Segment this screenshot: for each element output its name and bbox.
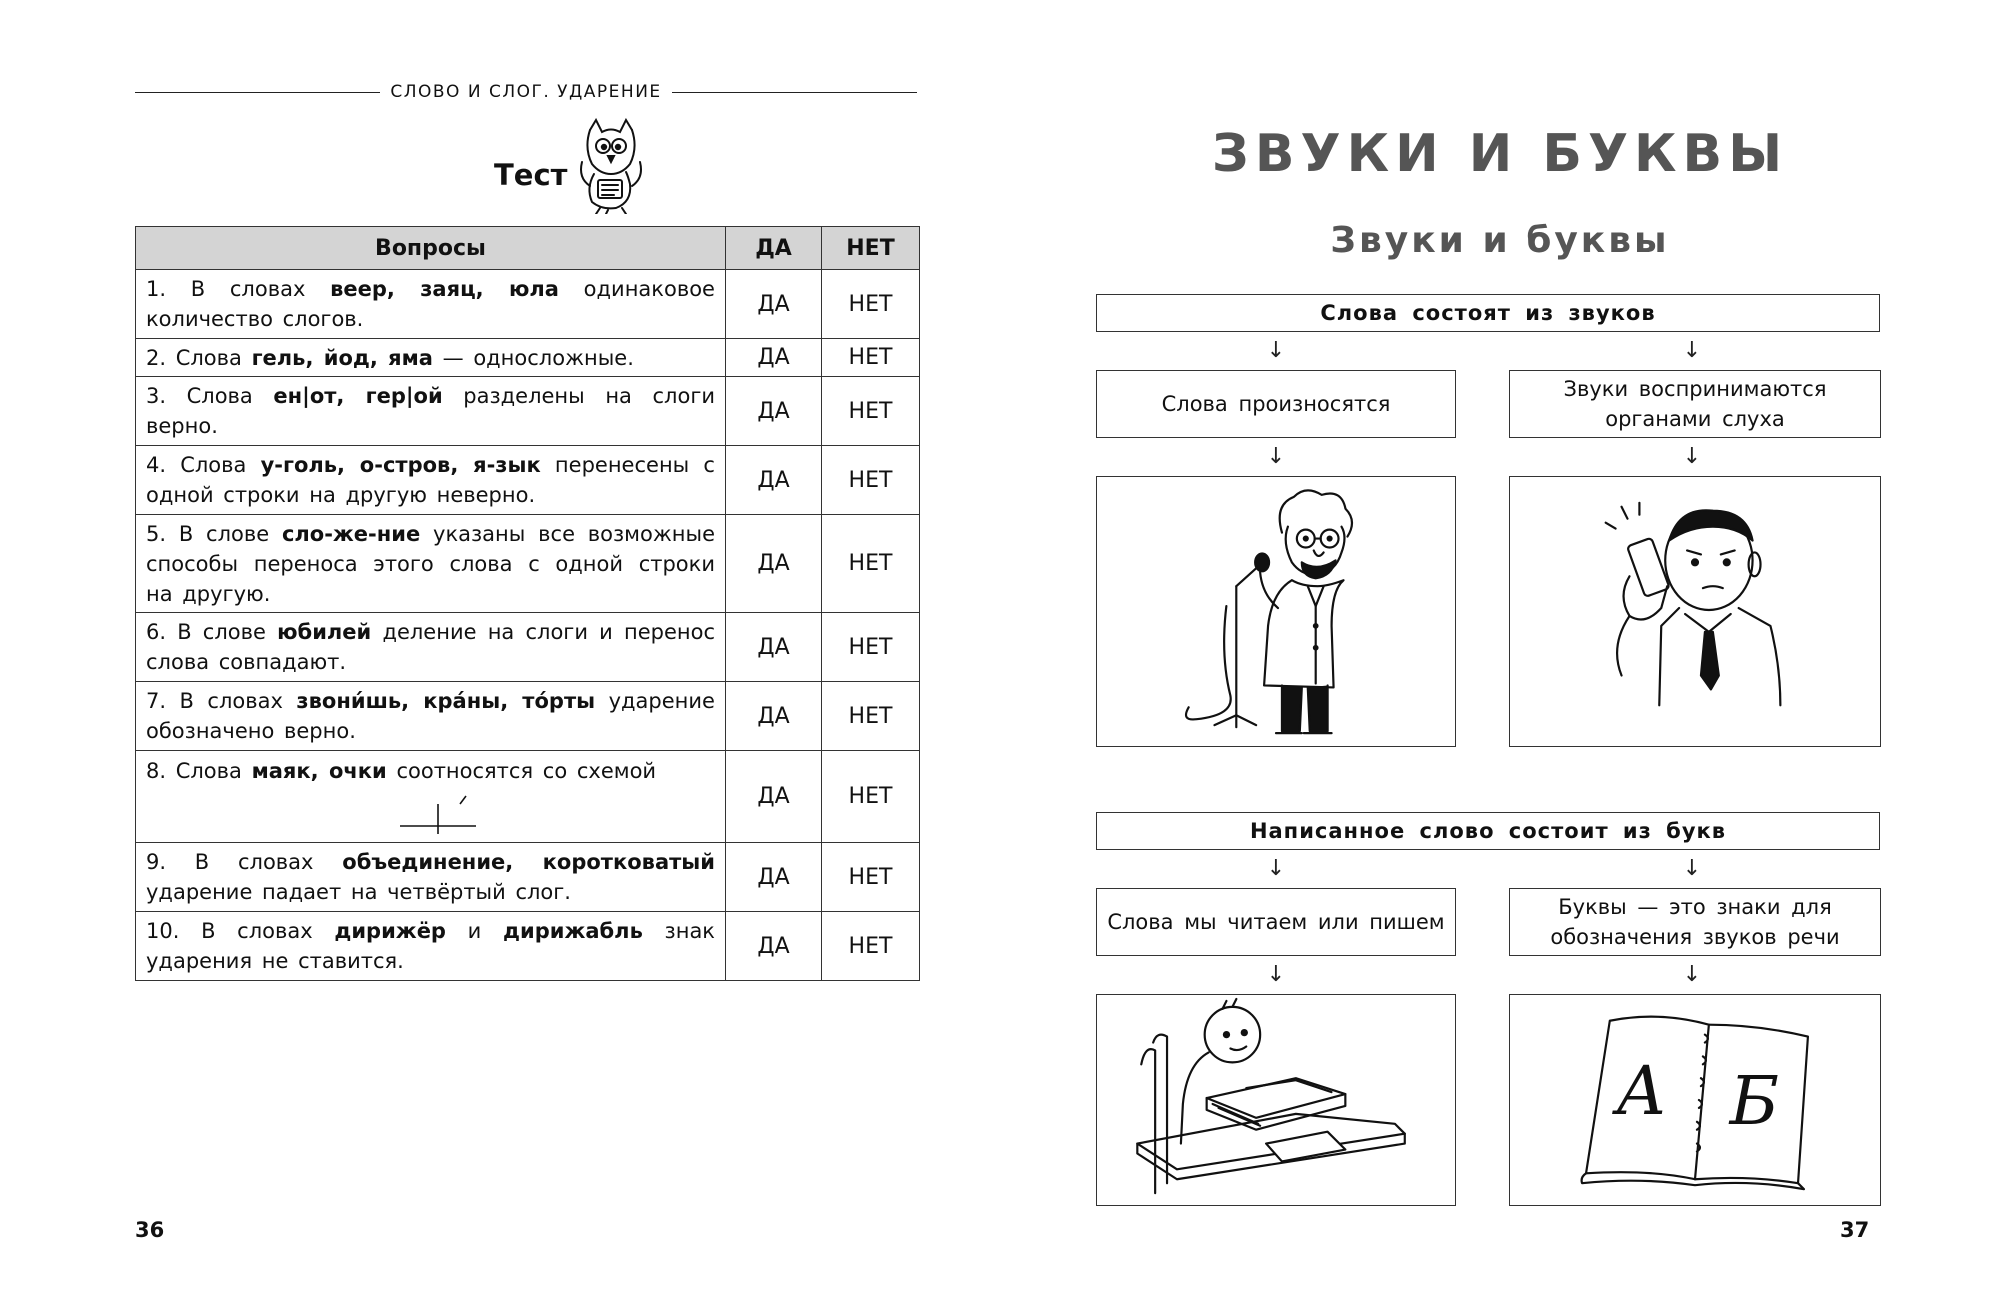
answer-yes[interactable]: ДА xyxy=(726,377,822,446)
table-header-row xyxy=(136,227,920,270)
right-page xyxy=(1000,0,2000,1312)
arrow-down-icon: ↓ xyxy=(1266,962,1286,987)
arrow-down-icon: ↓ xyxy=(1266,444,1286,469)
answer-no[interactable]: НЕТ xyxy=(822,377,920,446)
test-title: Тест xyxy=(494,158,568,192)
answer-no[interactable]: НЕТ xyxy=(822,339,920,377)
table-row xyxy=(136,339,920,377)
answer-no[interactable]: НЕТ xyxy=(822,515,920,613)
question-9: 9. В словах объединение, коротковатый ударение падает на четвёртый слог. xyxy=(136,843,726,912)
header-yes: ДА xyxy=(726,227,822,270)
table-row xyxy=(136,515,920,613)
section-title: Звуки и буквы xyxy=(1330,220,1670,261)
header-questions: Вопросы xyxy=(136,227,726,270)
answer-yes[interactable]: ДА xyxy=(726,912,822,981)
answer-yes[interactable]: ДА xyxy=(726,270,822,339)
block2-header: Написанное слово состоит из букв xyxy=(1096,812,1880,850)
listener-illustration xyxy=(1509,476,1881,747)
block2-left-box: Слова мы читаем или пишем xyxy=(1096,888,1456,956)
arrow-down-icon: ↓ xyxy=(1682,962,1702,987)
question-1: 1. В словах веер, заяц, юла одинаковое количество слогов. xyxy=(136,270,726,339)
table-row xyxy=(136,446,920,515)
question-4: 4. Слова у-голь, о-стров, я-зык перенесены с одной строки на другую неверно. xyxy=(136,446,726,515)
answer-yes[interactable]: ДА xyxy=(726,339,822,377)
answer-no[interactable]: НЕТ xyxy=(822,682,920,751)
question-5: 5. В слове сло-же-ние указаны все возможные способы переноса этого слова с одной строки на другую. xyxy=(136,515,726,613)
answer-no[interactable]: НЕТ xyxy=(822,843,920,912)
table-row xyxy=(136,270,920,339)
table-row xyxy=(136,843,920,912)
page-number-right: 37 xyxy=(1840,1218,1870,1242)
table-row xyxy=(136,377,920,446)
block1-header: Слова состоят из звуков xyxy=(1096,294,1880,332)
book-letter-b: Б xyxy=(1729,1060,1780,1140)
block1-left-box: Слова произносятся xyxy=(1096,370,1456,438)
question-3: 3. Слова ен|от, гер|ой разделены на слоги верно. xyxy=(136,377,726,446)
answer-no[interactable]: НЕТ xyxy=(822,446,920,515)
stress-scheme-icon xyxy=(398,792,478,838)
running-header xyxy=(135,80,917,104)
header-no: НЕТ xyxy=(822,227,920,270)
answer-yes[interactable]: ДА xyxy=(726,751,822,843)
table-row xyxy=(136,912,920,981)
answer-no[interactable]: НЕТ xyxy=(822,912,920,981)
test-table xyxy=(135,226,920,981)
reader-illustration xyxy=(1096,994,1456,1206)
table-row xyxy=(136,751,920,843)
speaker-illustration xyxy=(1096,476,1456,747)
professor-microphone-icon xyxy=(1097,477,1455,746)
answer-yes[interactable]: ДА xyxy=(726,515,822,613)
arrow-down-icon: ↓ xyxy=(1266,856,1286,881)
question-7: 7. В словах звони́шь, кра́ны, то́рты ударение обозначено верно. xyxy=(136,682,726,751)
arrow-down-icon: ↓ xyxy=(1266,338,1286,363)
question-10: 10. В словах дирижёр и дирижабль знак ударения не ставится. xyxy=(136,912,726,981)
question-6: 6. В слове юбилей деление на слоги и перенос слова совпадают. xyxy=(136,613,726,682)
arrow-down-icon: ↓ xyxy=(1682,338,1702,363)
header-rule-left xyxy=(135,92,380,93)
open-book-icon xyxy=(1510,995,1880,1205)
arrow-down-icon: ↓ xyxy=(1682,444,1702,469)
answer-no[interactable]: НЕТ xyxy=(822,751,920,843)
boy-reading-icon xyxy=(1097,995,1455,1205)
page-number-left: 36 xyxy=(135,1218,165,1242)
answer-no[interactable]: НЕТ xyxy=(822,270,920,339)
block2-right-box: Буквы — это знаки для обозначения звуков речи xyxy=(1509,888,1881,956)
answer-yes[interactable]: ДА xyxy=(726,446,822,515)
answer-no[interactable]: НЕТ xyxy=(822,613,920,682)
man-with-phone-icon xyxy=(1510,477,1880,746)
question-2: 2. Слова гель, йод, яма — односложные. xyxy=(136,339,726,377)
table-row xyxy=(136,682,920,751)
arrow-down-icon: ↓ xyxy=(1682,856,1702,881)
owl-icon xyxy=(576,118,646,214)
running-header-text: СЛОВО И СЛОГ. УДАРЕНИЕ xyxy=(390,82,662,102)
table-row xyxy=(136,613,920,682)
answer-yes[interactable]: ДА xyxy=(726,613,822,682)
header-rule-right xyxy=(672,92,917,93)
block1-right-box: Звуки воспринимаются органами слуха xyxy=(1509,370,1881,438)
answer-yes[interactable]: ДА xyxy=(726,843,822,912)
question-8: 8. Слова маяк, очки соотносятся со схемой xyxy=(136,751,726,843)
alphabet-book-illustration xyxy=(1509,994,1881,1206)
chapter-title: ЗВУКИ И БУКВЫ xyxy=(1211,124,1789,184)
book-letter-a: А xyxy=(1616,1050,1668,1130)
answer-yes[interactable]: ДА xyxy=(726,682,822,751)
